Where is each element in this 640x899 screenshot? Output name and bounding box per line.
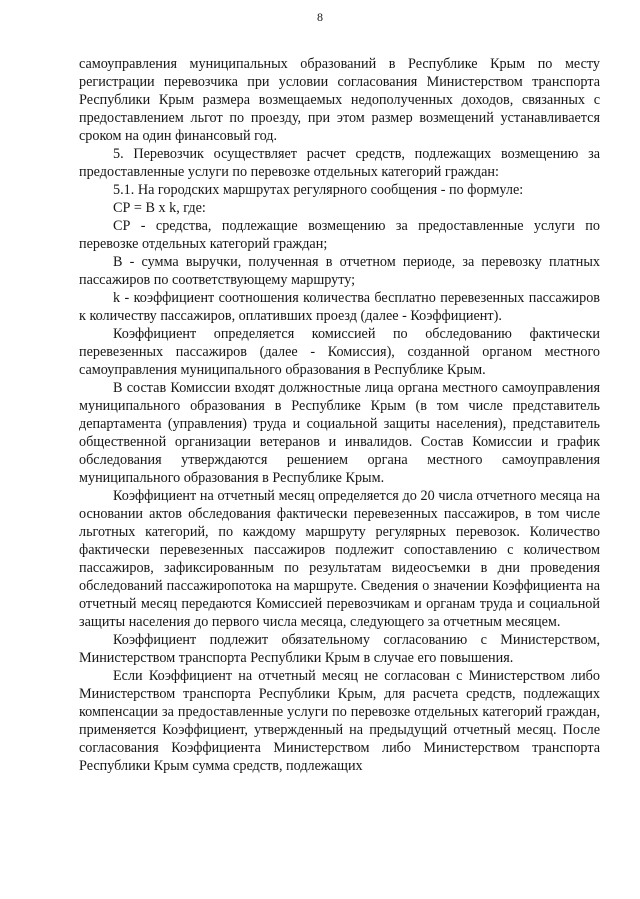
paragraph-commission: Коэффициент определяется комиссией по обследованию фактически перевезенных пассажиров (далее - Комиссия), созданной органом местного самоуправления муниципального образования в Республике Крым. [79,326,600,378]
document-body [79,55,600,775]
page-number: 8 [317,10,323,24]
paragraph-def-k: k - коэффициент соотношения количества бесплатно перевезенных пассажиров к количеству пассажиров, оплативших проезд (далее - Коэффициент). [79,290,600,324]
paragraph-continuation: самоуправления муниципальных образований в Республике Крым по месту регистрации перевозчика при условии согласования Министерством транспорта Республики Крым размера возмещаемых недополученных доходов, связанных с предоставлением льгот по проезду, при этом размер возмещений устанавливается сроком на один финансовый год. [79,56,600,144]
paragraph-def-b: В - сумма выручки, полученная в отчетном периоде, за перевозку платных пассажиров по соответствующему маршруту; [79,254,600,288]
paragraph-coefficient-approval: Коэффициент подлежит обязательному согласованию с Министерством, Министерством транспорта Республики Крым в случае его повышения. [79,632,600,666]
paragraph-section-5: 5. Перевозчик осуществляет расчет средств, подлежащих возмещению за предоставленные услуги по перевозке отдельных категорий граждан: [79,146,600,180]
paragraph-commission-members: В состав Комиссии входят должностные лица органа местного самоуправления муниципального образования в Республике Крым (в том числе представитель департамента (управления) труда и социальной защиты населения), представитель общественной организации ветеранов и инвалидов. Состав Комиссии и график обследования утверждаются решением органа местного самоуправления муниципального образования в Республике Крым. [79,380,600,486]
paragraph-formula: СР = В х k, где: [113,200,206,216]
paragraph-coefficient-month: Коэффициент на отчетный месяц определяется до 20 числа отчетного месяца на основании актов обследования фактически перевезенных пассажиров, в том числе льготных категорий, по каждому маршруту регулярных перевозок. Количество фактически перевезенных пассажиров подлежит сопоставлению с количеством пассажиров, зафиксированным по результатам видеосъемки в дни проведения обследований пассажиропотока на маршруте. Сведения о значении Коэффициента на отчетный месяц передаются Комиссией перевозчикам и органам труда и социальной защиты населения до первого числа месяца, следующего за отчетным месяцем. [79,488,600,630]
paragraph-coefficient-not-approved: Если Коэффициент на отчетный месяц не согласован с Министерством либо Министерством транспорта Республики Крым, для расчета средств, подлежащих компенсации за предоставленные услуги по перевозке отдельных категорий граждан, применяется Коэффициент, утвержденный на предыдущий отчетный месяц. После согласования Коэффициента Министерством либо Министерством транспорта Республики Крым сумма средств, подлежащих [79,668,600,774]
paragraph-section-5-1: 5.1. На городских маршрутах регулярного сообщения - по формуле: [113,182,524,198]
paragraph-def-cp: СР - средства, подлежащие возмещению за предоставленные услуги по перевозке отдельных категорий граждан; [79,218,600,252]
